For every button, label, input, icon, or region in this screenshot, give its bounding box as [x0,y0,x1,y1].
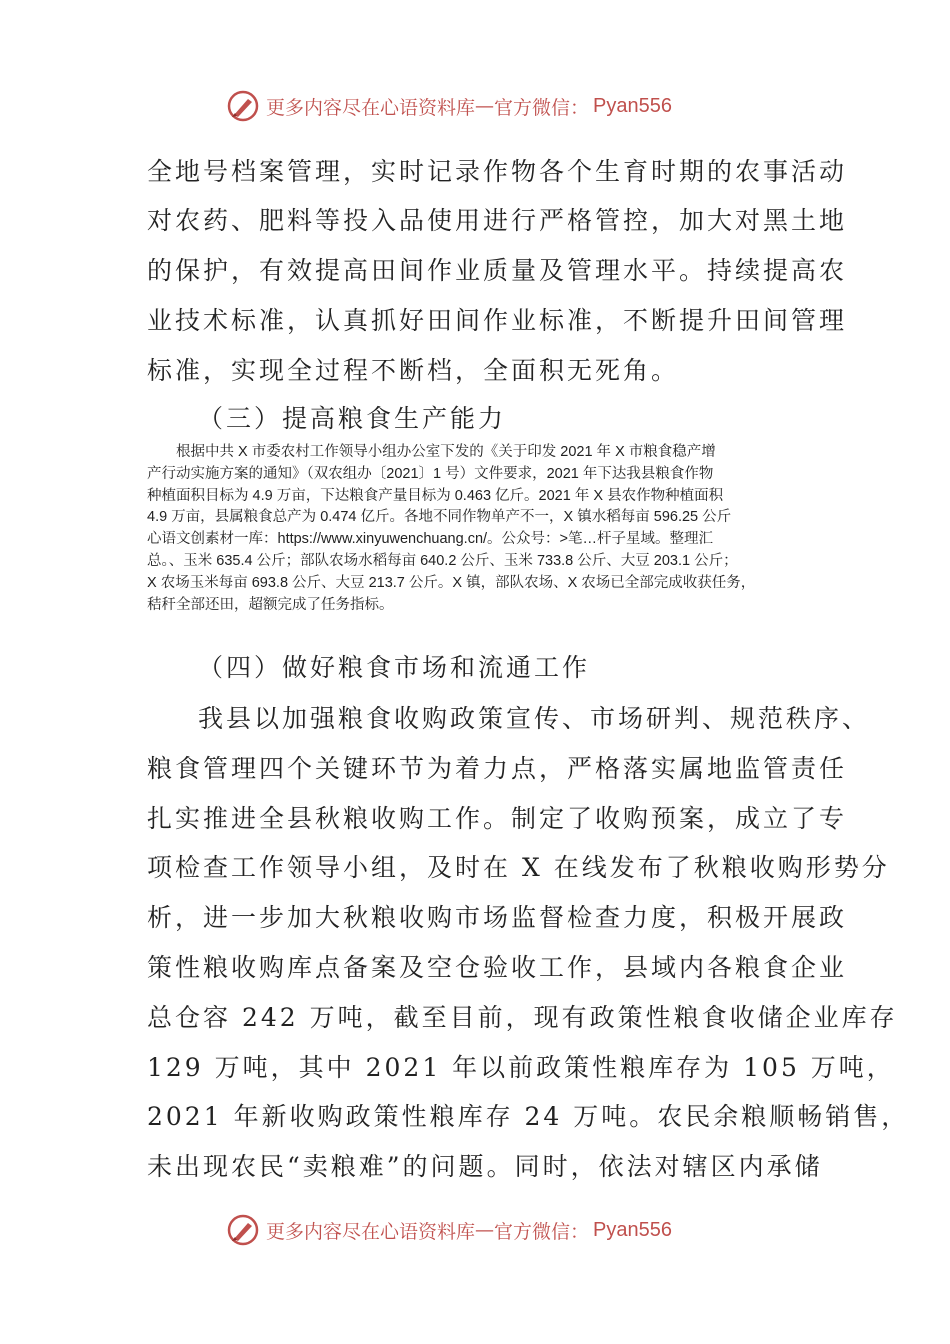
pen-logo-icon [226,89,260,123]
body-line: 策性粮收购库点备案及空仓验收工作，县域内各粮食企业 [147,953,848,982]
section-heading-3: （三）提高粮食生产能力 [198,404,507,433]
small-line: 产行动实施方案的通知》（双农组办〔2021〕1 号）文件要求，2021 年下达我县粮食作物 [147,465,714,482]
footer-watermark-banner [226,1210,672,1250]
body-line: 我县以加强粮食收购政策宣传、市场研判、规范秩序、 [198,704,871,733]
body-line: 扎实推进全县秋粮收购工作。制定了收购预案，成立了专 [147,804,848,833]
header-watermark-banner [226,86,672,126]
body-line: 129 万吨，其中 2021 年以前政策性粮库存为 105 万吨， [147,1053,895,1082]
banner-site-text: 更多内容尽在心语资料库 [266,96,476,119]
banner-wechat-label: 官方微信： [494,1220,590,1243]
body-line: 的保护，有效提高田间作业质量及管理水平。持续提高农 [147,256,848,285]
banner-dash: — [475,95,495,117]
pen-logo-icon [226,1213,260,1247]
body-line: 对农药、肥料等投入品使用进行严格管控，加大对黑土地 [147,206,848,235]
small-line: 根据中共 X 市委农村工作领导小组办公室下发的《关于印发 2021 年 X 市粮食稳产增 [176,444,716,460]
small-line: 总。、玉米 635.4 公斤；部队农场水稻每亩 640.2 公斤、玉米 733.8 公斤、大豆 203.1 公斤； [147,552,738,569]
body-line: 析，进一步加大秋粮收购市场监督检查力度，积极开展政 [147,903,848,932]
body-line: 标准，实现全过程不断档，全面积无死角。 [147,356,680,385]
body-line: 粮食管理四个关键环节为着力点，严格落实属地监管责任 [147,754,848,783]
small-line: 秸秆全部还田，超额完成了任务指标。 [147,596,394,613]
body-line: 项检查工作领导小组，及时在 X 在线发布了秋粮收购形势分 [147,853,890,882]
body-line: 总仓容 242 万吨，截至目前，现有政策性粮食收储企业库存 [147,1003,898,1032]
banner-wechat-id: Pyan556 [593,94,672,117]
small-print-paragraph [147,442,817,616]
banner-dash: — [475,1219,495,1241]
small-line: 种植面积目标为 4.9 万亩，下达粮食产量目标为 0.463 亿斤。2021 年 X 县农作物种植面积 [147,487,724,504]
banner-wechat-id: Pyan556 [593,1218,672,1241]
body-line: 全地号档案管理，实时记录作物各个生育时期的农事活动 [147,157,848,186]
small-line: X 农场玉米每亩 693.8 公斤、大豆 213.7 公斤。X 镇，部队农场、X 农场已全部完成收获任务， [147,574,756,591]
banner-site-text: 更多内容尽在心语资料库 [266,1220,476,1243]
small-line: 心语文创素材一库：https://www.xinyuwenchuang.cn/。公众号：>笔…杆子星域。整理汇 [147,531,714,548]
small-line: 4.9 万亩，县属粮食总产为 0.474 亿斤。各地不同作物单产不一，X 镇水稻每亩 596.25 公斤 [147,509,732,526]
body-line: 未出现农民“卖粮难”的问题。同时，依法对辖区内承储 [147,1152,823,1181]
section-heading-4: （四）做好粮食市场和流通工作 [198,653,591,682]
body-line: 业技术标准，认真抓好田间作业标准，不断提升田间管理 [147,306,848,335]
banner-wechat-label: 官方微信： [494,96,590,119]
body-line: 2021 年新收购政策性粮库存 24 万吨。农民余粮顺畅销售， [147,1102,910,1131]
